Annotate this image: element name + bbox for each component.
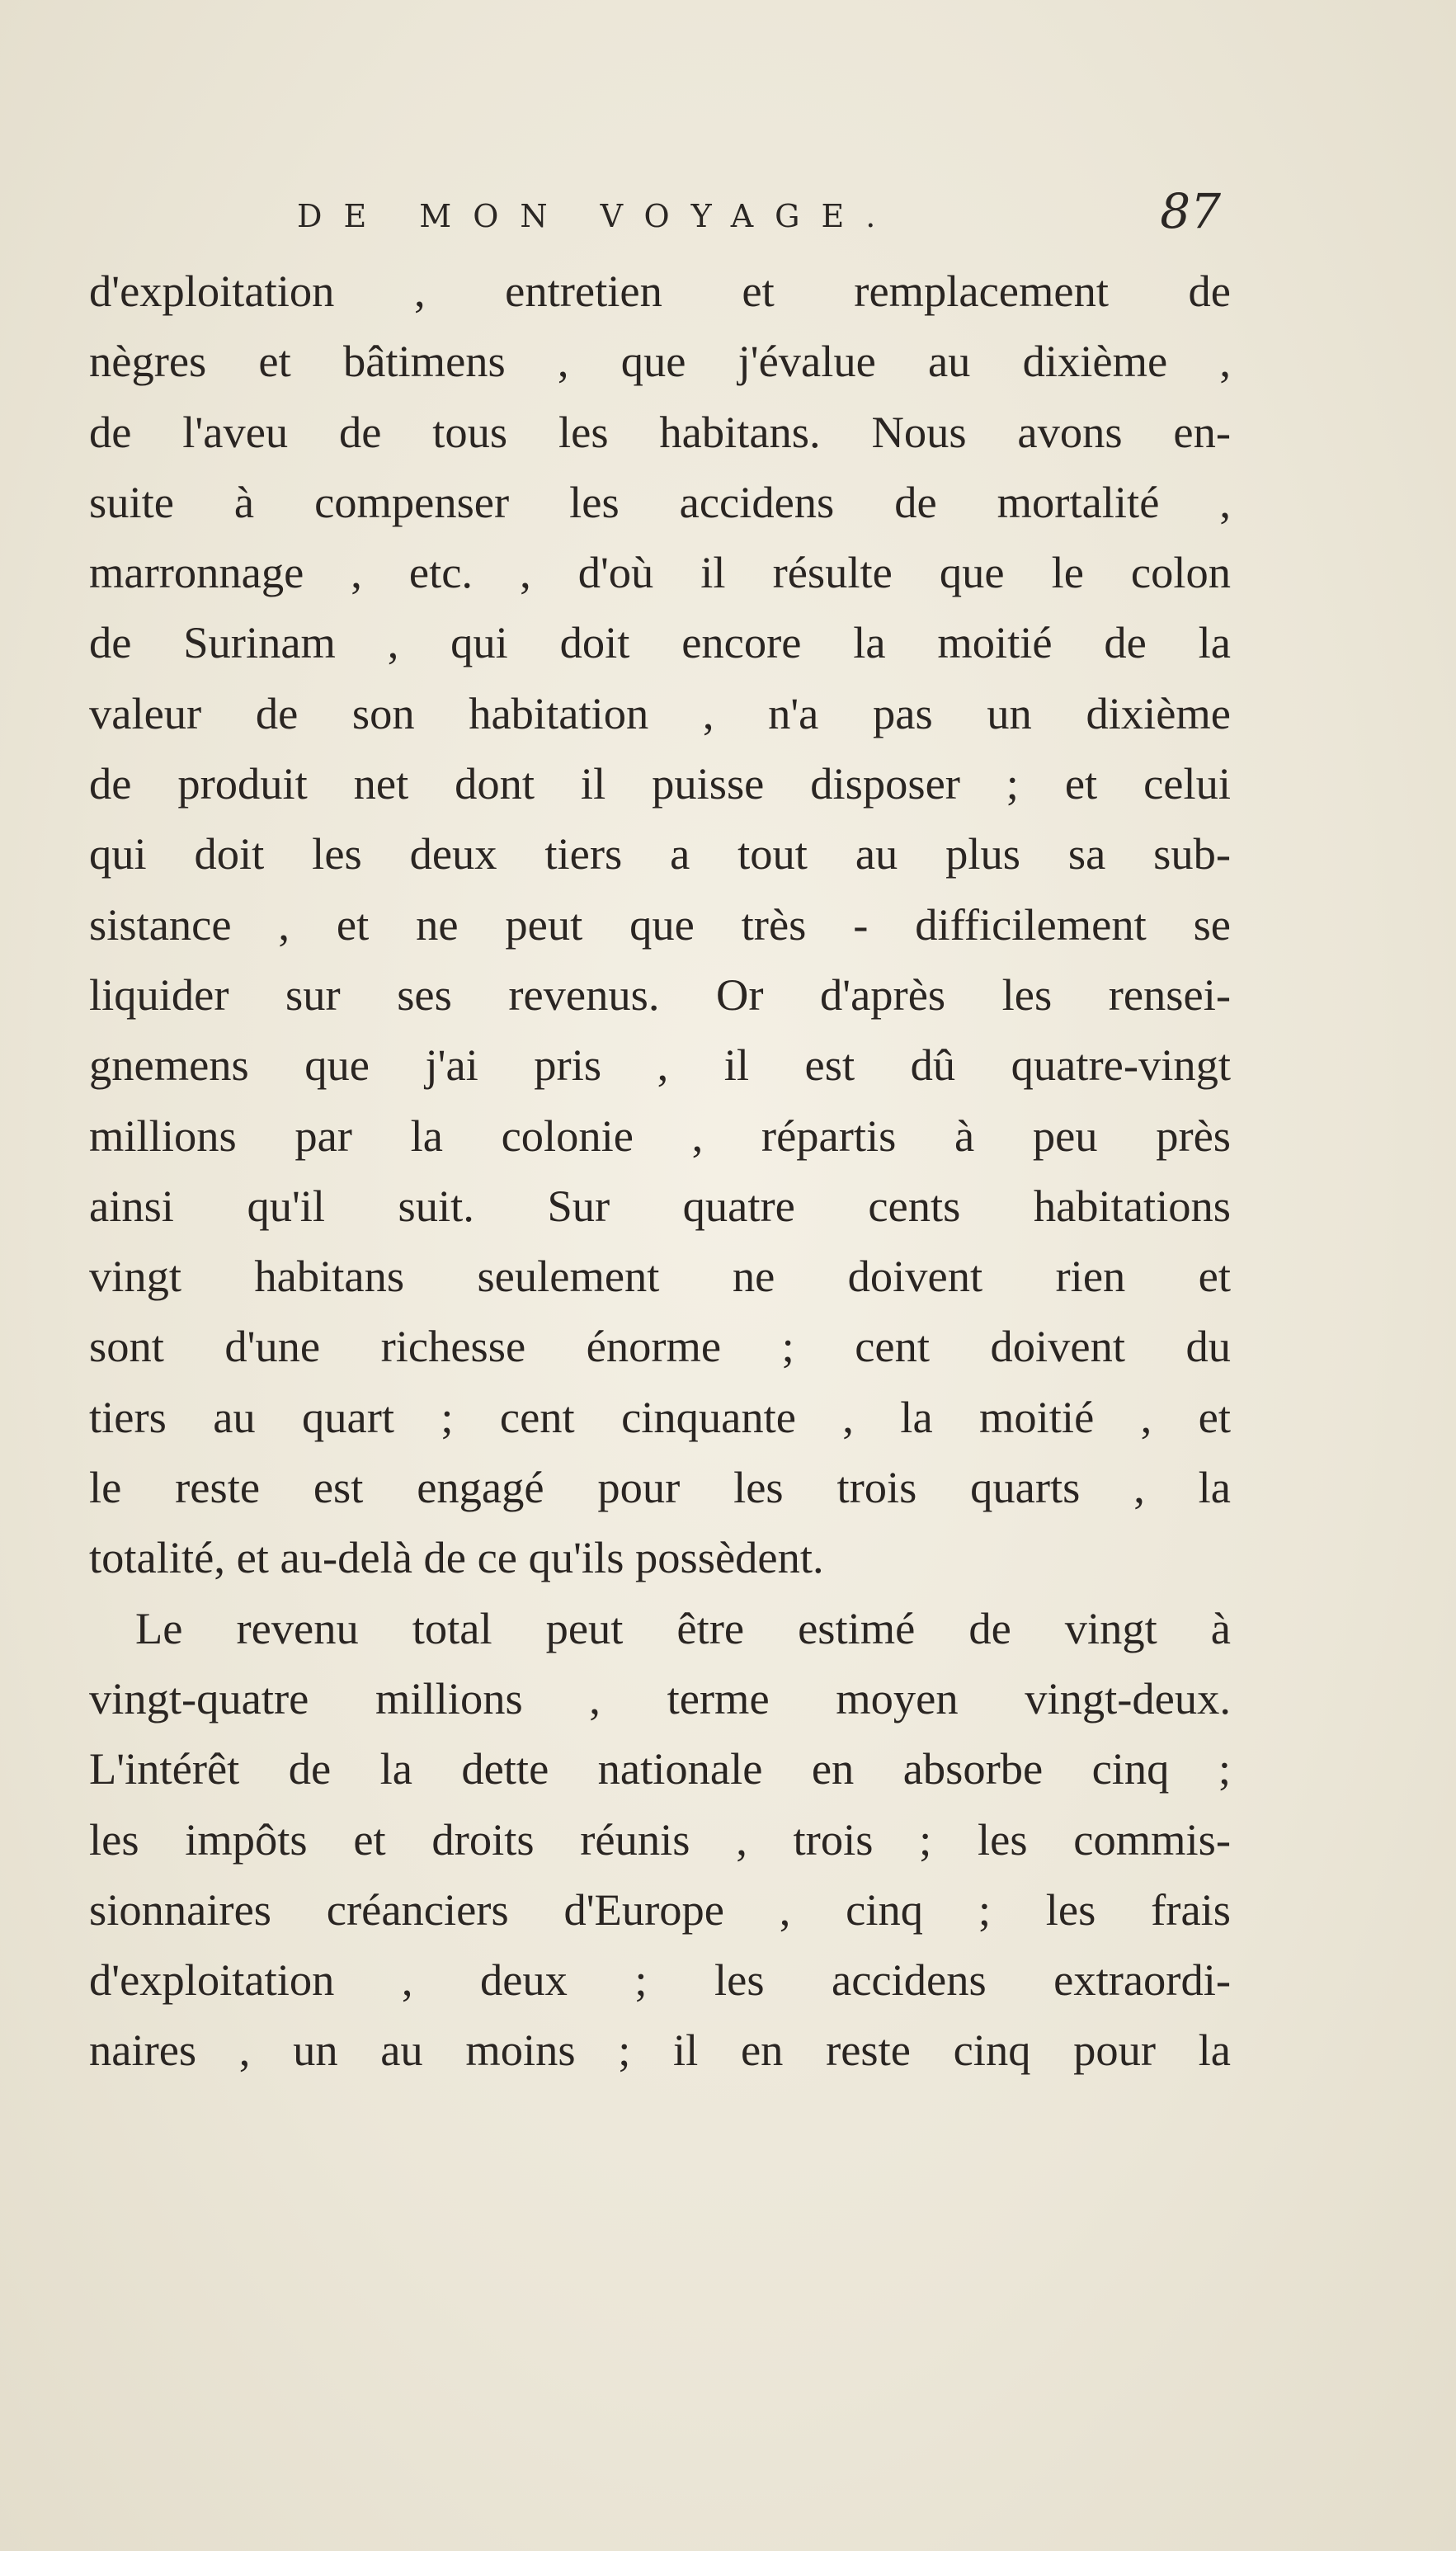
text-line: ainsi qu'il suit. Sur quatre cents habitations: [89, 1180, 1231, 1231]
text-line: vingt habitans seulement ne doivent rien et: [89, 1251, 1231, 1302]
text-line: de Surinam , qui doit encore la moitié de la: [89, 617, 1231, 668]
text-line: le reste est engagé pour les trois quarts , la: [89, 1462, 1231, 1513]
text-line: Le revenu total peut être estimé de vingt à: [135, 1602, 1231, 1653]
text-line: L'intérêt de la dette nationale en absorbe cinq ;: [89, 1743, 1231, 1794]
text-line: de l'aveu de tous les habitans. Nous avons en-: [89, 406, 1231, 457]
text-line: liquider sur ses revenus. Or d'après les rensei-: [89, 969, 1231, 1020]
paragraph-2: [89, 1593, 1231, 2086]
text-line: d'exploitation , entretien et remplacement de: [89, 266, 1231, 316]
text-line: suite à compenser les accidens de mortalité ,: [89, 476, 1231, 527]
text-line: millions par la colonie , répartis à peu près: [89, 1110, 1231, 1161]
text-line: valeur de son habitation , n'a pas un dixième: [89, 687, 1231, 738]
text-line: tiers au quart ; cent cinquante , la moitié , et: [89, 1391, 1231, 1442]
text-line: gnemens que j'ai pris , il est dû quatre-vingt: [89, 1040, 1231, 1091]
running-title: DE MON VOYAGE.: [297, 198, 898, 234]
text-line: totalité, et au-delà de ce qu'ils possèdent.: [89, 1532, 824, 1583]
text-line: sont d'une richesse énorme ; cent doivent du: [89, 1321, 1231, 1372]
text-line: sistance , et ne peut que très - difficilement se: [89, 898, 1231, 950]
running-head: [297, 183, 1221, 249]
text-line: de produit net dont il puisse disposer ; et celui: [89, 758, 1231, 809]
text-line: marronnage , etc. , d'où il résulte que le colon: [89, 547, 1231, 598]
paragraph-1: [89, 256, 1231, 1593]
page-number: 87: [1160, 183, 1221, 239]
text-line: les impôts et droits réunis , trois ; les commis-: [89, 1813, 1231, 1865]
text-line: vingt-quatre millions , terme moyen vingt-deux.: [89, 1672, 1231, 1723]
text-line: naires , un au moins ; il en reste cinq pour la: [89, 2025, 1231, 2076]
text-line: nègres et bâtimens , que j'évalue au dixième ,: [89, 336, 1231, 387]
body-text: [89, 256, 1231, 2086]
text-line: qui doit les deux tiers a tout au plus sa sub-: [89, 828, 1231, 879]
text-line: sionnaires créanciers d'Europe , cinq ; les frais: [89, 1884, 1231, 1935]
text-line: d'exploitation , deux ; les accidens extraordi-: [89, 1955, 1231, 2006]
